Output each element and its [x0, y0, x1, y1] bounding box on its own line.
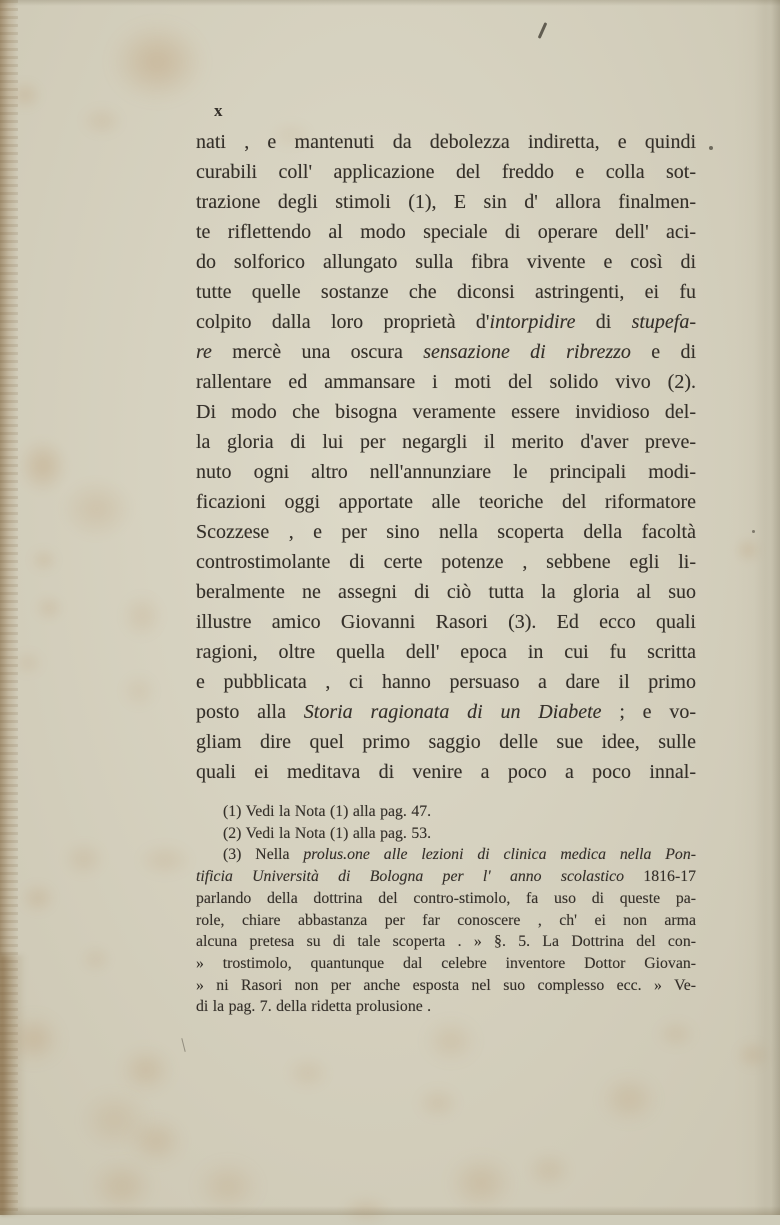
- stain: [110, 22, 205, 102]
- footnotes-block: [196, 801, 696, 1018]
- stain: [80, 945, 112, 973]
- page-right-edge: [734, 0, 780, 1215]
- text-line: [196, 517, 696, 547]
- text-line: [196, 427, 696, 457]
- text-line: [196, 888, 696, 910]
- stain: [18, 438, 68, 494]
- roman-text: tutte quelle sostanze che diconsi astringenti, ei fu: [196, 281, 696, 303]
- ink-mark: [538, 22, 548, 39]
- roman-text: do solforico allungato sulla fibra vivente e così di: [196, 251, 696, 273]
- text-line: [196, 307, 696, 337]
- roman-text: nuto ogni altro nell'annunziare le principali modi-: [196, 461, 696, 483]
- text-line: [196, 487, 696, 517]
- roman-text: la gloria di lui per negargli il merito d'aver preve-: [196, 431, 696, 453]
- roman-text: curabili coll' applicazione del freddo e colla sot-: [196, 161, 696, 183]
- speck: [709, 146, 713, 150]
- text-line: [196, 157, 696, 187]
- roman-text: (1) Vedi la Nota (1) alla pag. 47.: [223, 803, 432, 820]
- text-line: [196, 801, 696, 823]
- stain: [735, 1040, 771, 1070]
- stain: [525, 1150, 573, 1190]
- text-line: [196, 727, 696, 757]
- stain: [60, 478, 134, 540]
- text-line: [196, 127, 696, 157]
- italic-text: sensazione di ribrezzo: [423, 341, 631, 363]
- roman-text: di la pag. 7. della ridetta prolusione .: [196, 998, 432, 1016]
- roman-text: controstimolante di certe potenze , sebbene egli li-: [196, 551, 696, 573]
- stain: [128, 1118, 184, 1164]
- page-number: x: [214, 101, 224, 120]
- roman-text: beralmente ne assegni di ciò tutta la gloria al suo: [196, 581, 696, 603]
- roman-text: colpito dalla loro proprietà d': [196, 311, 490, 333]
- fiber-mark: [181, 1038, 185, 1052]
- stain: [62, 840, 106, 878]
- stain: [120, 672, 158, 710]
- text-line: [196, 697, 696, 727]
- text-line: [196, 217, 696, 247]
- stain: [655, 1018, 697, 1050]
- main-text-block: [196, 127, 696, 787]
- roman-text: rallentare ed ammansare i moti del solido vivo (2).: [196, 371, 696, 393]
- text-line: [196, 757, 696, 787]
- roman-text: parlando della dottrina del contro-stimolo, fa uso di queste pa-: [196, 889, 696, 907]
- stain: [90, 1160, 154, 1212]
- text-line: [196, 910, 696, 932]
- italic-text: intorpidire: [489, 311, 576, 333]
- italic-text: Storia ragionata di un Diabete: [303, 701, 602, 723]
- roman-text: illustre amico Giovanni Rasori (3). Ed ecco quali: [196, 611, 696, 633]
- italic-text: stupefa-: [631, 311, 696, 333]
- text-line: [196, 247, 696, 277]
- roman-text: alcuna pretesa su di tale scoperta . » §. 5. La Dottrina del con-: [196, 933, 696, 951]
- italic-text: re: [196, 341, 212, 363]
- stain: [735, 538, 761, 562]
- stain: [8, 1015, 60, 1063]
- stain: [12, 650, 44, 676]
- text-line: [196, 866, 696, 888]
- text-line: [196, 457, 696, 487]
- roman-text: » ni Rasori non per anche esposta nel suo complesso ecc. » Ve-: [196, 976, 696, 994]
- stain: [30, 548, 58, 572]
- roman-text: (2) Vedi la Nota (1) alla pag. 53.: [223, 824, 432, 842]
- text-line: [196, 337, 696, 367]
- stain: [195, 1160, 261, 1212]
- roman-text: role, chiare abbastanza per far conoscere , ch' ei non arma: [196, 911, 696, 929]
- roman-text: (3) Nella: [223, 846, 304, 864]
- stain: [8, 80, 42, 110]
- roman-text: te riflettendo al modo speciale di operare dell' aci-: [196, 221, 696, 243]
- text-line: [196, 637, 696, 667]
- text-line: [196, 996, 696, 1018]
- italic-text: tificia Università di Bologna per l' anno scolastico: [196, 868, 625, 886]
- text-line: [196, 187, 696, 217]
- text-line: [196, 953, 696, 975]
- text-line: [196, 367, 696, 397]
- roman-text: ficazioni oggi apportate alle teoriche del riformatore: [196, 491, 696, 513]
- text-line: [196, 547, 696, 577]
- stain: [136, 842, 194, 878]
- text-line: [196, 975, 696, 997]
- roman-text: quali ei meditava di venire a poco a poco innal-: [196, 761, 696, 783]
- stain: [120, 1048, 172, 1092]
- roman-text: » trostimolo, quantunque dal celebre inventore Dottor Giovan-: [196, 954, 696, 972]
- page-top-edge: [0, 0, 780, 6]
- text-line: [196, 931, 696, 953]
- stain: [34, 595, 64, 621]
- text-line: [196, 667, 696, 697]
- stain: [600, 1075, 658, 1123]
- roman-text: Di modo che bisogna veramente essere invidioso del-: [196, 401, 696, 423]
- roman-text: ; e vo-: [601, 701, 696, 723]
- roman-text: Scozzese , e per sino nella scoperta della facoltà: [196, 521, 696, 543]
- text-line: [196, 577, 696, 607]
- roman-text: posto alla: [196, 701, 304, 723]
- roman-text: e pubblicata , ci hanno persuaso a dare il primo: [196, 671, 696, 693]
- roman-text: trazione degli stimoli (1), E sin d' allora finalmen-: [196, 191, 696, 213]
- roman-text: e di: [630, 341, 697, 363]
- stain: [120, 592, 164, 640]
- stain: [448, 1155, 514, 1211]
- roman-text: nati , e mantenuti da debolezza indiretta, e quindi: [196, 131, 696, 153]
- italic-text: prolus.one alle lezioni di clinica medica nella Pon-: [303, 846, 696, 864]
- roman-text: 1816-17: [624, 868, 696, 886]
- speck: [752, 530, 755, 533]
- text-line: [196, 823, 696, 845]
- stain: [415, 1085, 461, 1121]
- stain: [285, 1055, 331, 1091]
- text-line: [196, 844, 696, 866]
- roman-text: ragioni, oltre quella dell' epoca in cui fu scritta: [196, 641, 696, 663]
- roman-text: gliam dire quel primo saggio delle sue idee, sulle: [196, 731, 696, 753]
- stain: [340, 1195, 392, 1225]
- stain: [425, 1020, 477, 1062]
- text-line: [196, 397, 696, 427]
- stain: [80, 105, 124, 137]
- text-line: [196, 277, 696, 307]
- stain: [20, 882, 56, 914]
- roman-text: mercè una oscura: [211, 341, 424, 363]
- binding-edge-bottom: [0, 955, 26, 1215]
- text-line: [196, 607, 696, 637]
- roman-text: di: [575, 311, 632, 333]
